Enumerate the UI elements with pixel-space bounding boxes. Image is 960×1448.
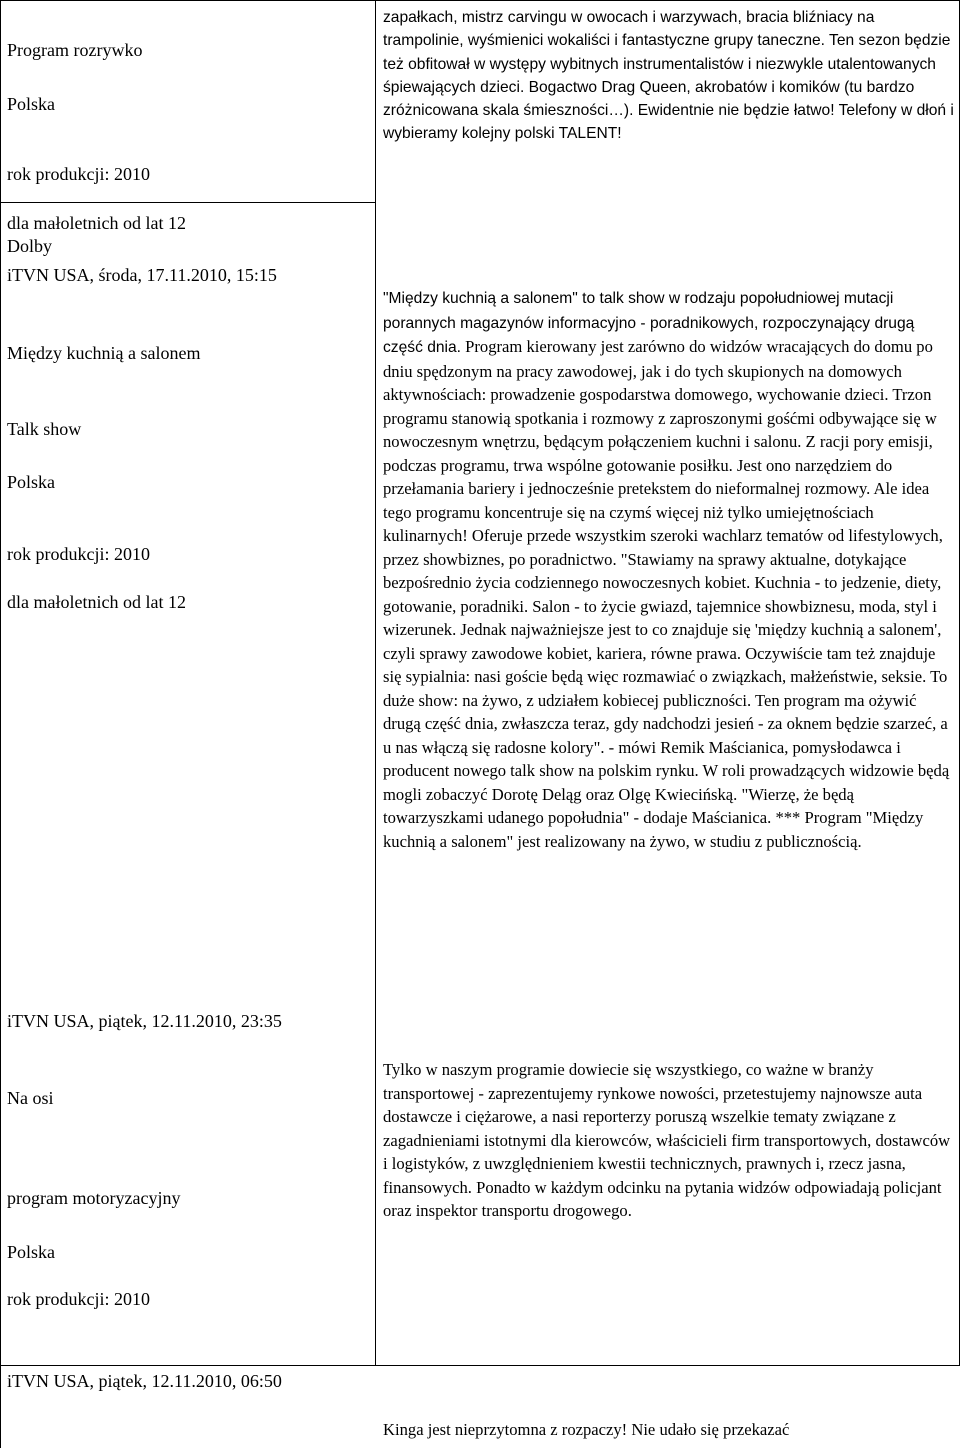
table-row-divider-1	[0, 202, 375, 203]
program-category: Talk show	[7, 419, 82, 439]
broadcast-schedule: iTVN USA, piątek, 12.11.2010, 06:50	[7, 1371, 282, 1391]
program-country: Polska	[7, 472, 56, 492]
broadcast-schedule: iTVN USA, piątek, 12.11.2010, 23:35	[7, 1011, 282, 1031]
broadcast-schedule: iTVN USA, środa, 17.11.2010, 15:15	[7, 265, 277, 285]
program-year: rok produkcji: 2010	[7, 164, 150, 184]
program-title: Na osi	[7, 1088, 54, 1108]
program-rating: dla małoletnich od lat 12	[7, 592, 186, 612]
program-year: rok produkcji: 2010	[7, 1289, 150, 1309]
table-border-top	[0, 0, 960, 1]
program-description	[383, 286, 955, 853]
program-rating: dla małoletnich od lat 12	[7, 213, 186, 233]
program-title: Między kuchnią a salonem	[7, 343, 201, 363]
table-row-divider-2	[0, 1365, 960, 1366]
program-year: rok produkcji: 2010	[7, 544, 150, 564]
table-border-middle	[375, 0, 376, 1366]
program-description: Tylko w naszym programie dowiecie się wszystkiego, co ważne w branży transportowej - zaprezentujemy rynkowe nowości, przetestujemy najnowsze auta dostawcze i ciężarowe, a nasi reporterzy poruszą wszelkie tematy związane z zagadnieniami istotnymi dla kierowców, właścicieli firm transportowych, dostawców i logistyków, z uwzględnieniem kwestii technicznych, prawnych i, rzecz jasna, finansowych. Ponadto w każdym odcinku na pytania widzów odpowiadają policjant oraz inspektor transportu drogowego.	[383, 1060, 951, 1220]
description-body: Program kierowany jest zarówno do widzów wracających do domu po dniu spędzonym na pracy zawodowej, jak i do tych skupionych na domowych aktywnościach: prowadzenie gospodarstwa domowego, wychowanie dzieci. Trzon programu stanowią spotkania i rozmowy z zaproszonymi gośćmi odbywające się w nowoczesnym wnętrzu, będącym połączeniem kuchni i salonu. Z racji pory emisji, podczas programu, trwa wspólne gotowanie posiłku. Jest ono narzędziem do przełamania bariery i jednocześnie pretekstem do nieformalnej rozmowy. Ale idea tego programu koncentruje się na czymś więcej niż tylko umiejętnościach kulinarnych! Oferuje przede wszystkim szeroki wachlarz tematów od lifestylowych, przez showbiznes, po poradnictwo. "Stawiamy na sprawy aktualne, dotykające bezpośrednio życia codziennego nowoczesnych kobiet. Kuchnia - to jedzenie, diety, gotowanie, poradniki. Salon - to życie gwiazd, tajemnice showbiznesu, moda, styl i wizerunek. Jednak najważniejsze jest to co znajduje się 'między kuchnią a salonem', czyli sprawy zawodowe kobiet, kariera, równe prawa. Oczywiście tam też znajduje się sypialnia: nasi goście będą więc rozmawiać o związkach, małżeństwie, seksie. To duże show: na żywo, z udziałem kobiecej publiczności. Ten program ma ożywić drugą część dnia, zwłaszcza teraz, gdy nadchodzi jesień - za oknem będzie szarzeć, a u nas włączą się radosne kolory". - mówi Remik Maścianica, pomysłodawca i producent nowego talk show na polskim rynku. W roli prowadzących widzowie będą mogli zobaczyć Dorotę Deląg oraz Olgę Kwiecińską. "Wierzę, że będą towarzyszkami udanego popołudnia" - dodaje Maścianica. *** Program "Między kuchnią a salonem" jest realizowany na żywo, w studiu z publicznością.	[383, 337, 950, 851]
program-country: Polska	[7, 94, 56, 114]
program-category: Program rozrywko	[7, 40, 143, 60]
description-intro: "Między kuchnią a salonem" to talk show w rodzaju popołudniowej mutacji porannych magazynów informacyjno - poradnikowych, rozpoczynający drugą część dnia.	[383, 290, 915, 356]
program-category: program motoryzacyjny	[7, 1188, 181, 1208]
table-border-left	[0, 0, 1, 1448]
program-audio: Dolby	[7, 236, 52, 256]
program-country: Polska	[7, 1242, 56, 1262]
program-description: Kinga jest nieprzytomna z rozpaczy! Nie udało się przekazać	[383, 1420, 790, 1439]
program-description: zapałkach, mistrz carvingu w owocach i warzywach, bracia bliźniacy na trampolinie, wyśmienici wokaliści i fantastyczne grupy taneczne. Ten sezon będzie też obfitował w występy wybitnych instrumentalistów i niezwykle utalentowanych śpiewających dzieci. Bogactwo Drag Queen, akrobatów i komików (tu bardzo zróżnicowana skala śmieszności…). Ewidentnie nie będzie łatwo! Telefony w dłoń i wybieramy kolejny polski TALENT!	[383, 9, 954, 143]
